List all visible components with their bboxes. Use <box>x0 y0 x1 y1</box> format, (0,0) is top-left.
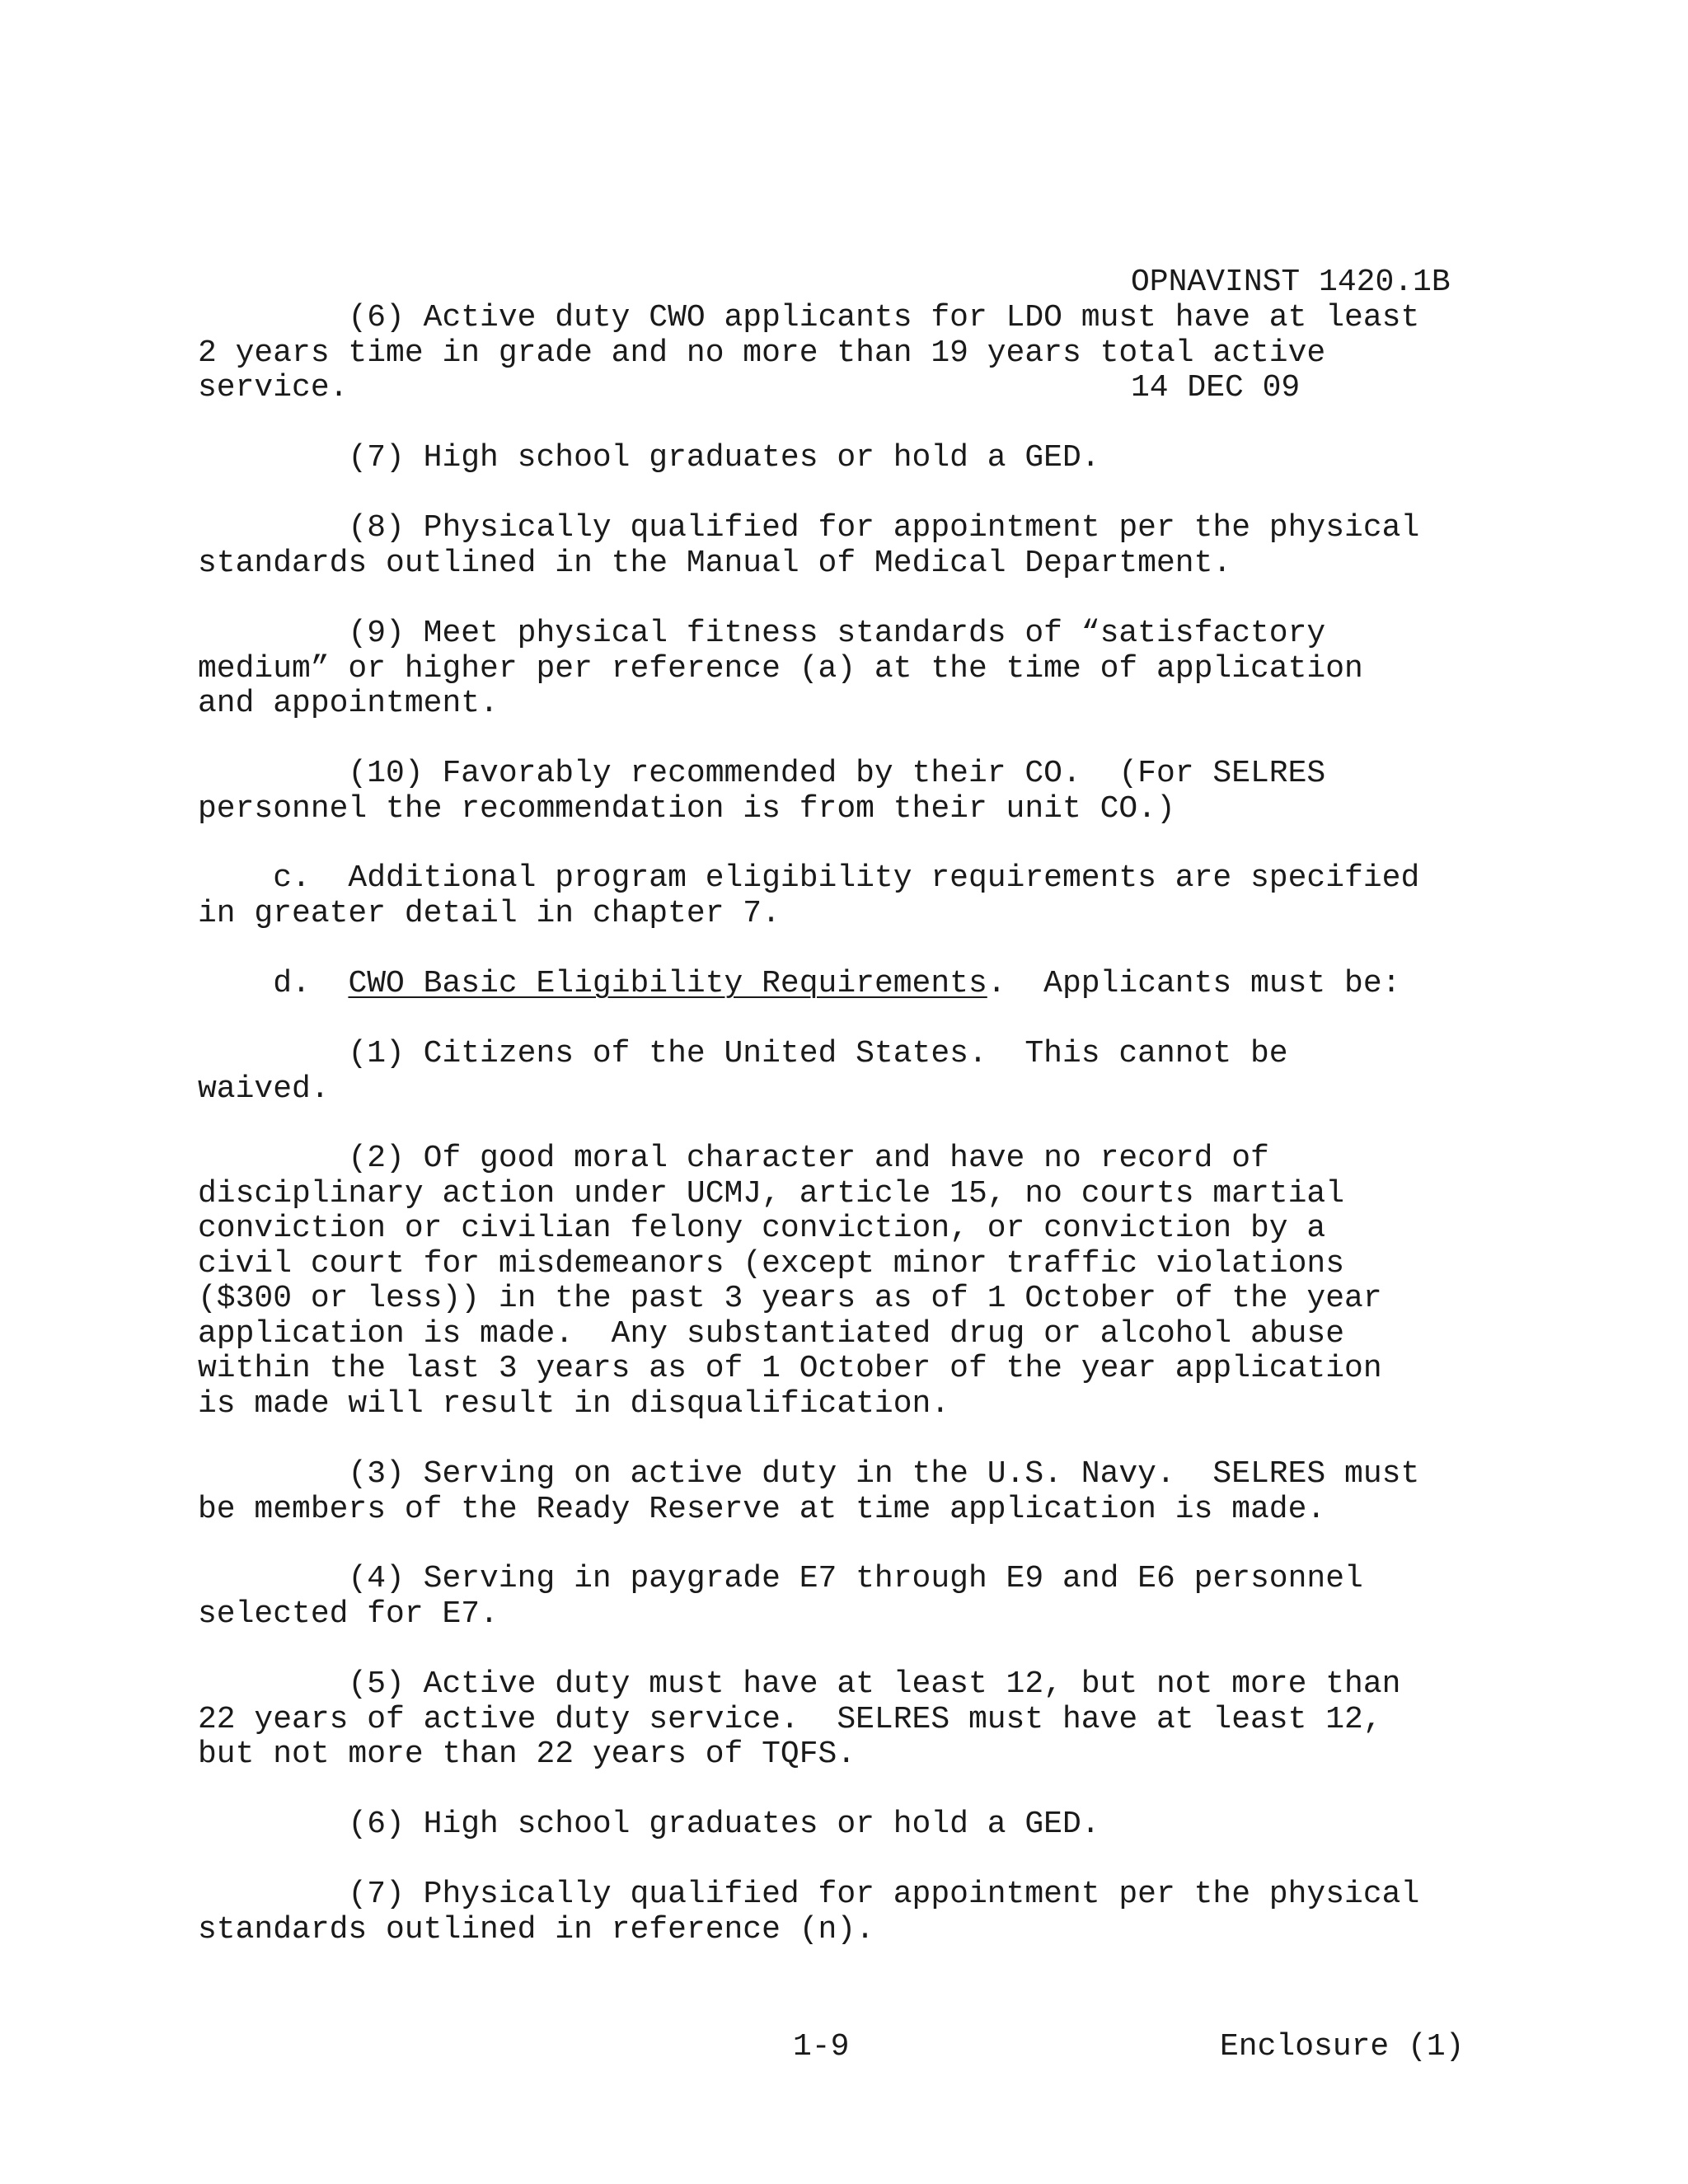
paragraph-cwo-6: (6) High school graduates or hold a GED. <box>198 1807 1100 1842</box>
paragraph-ldo-6: (6) Active duty CWO applicants for LDO must have at least 2 years time in grade and no more than 19 years total active service. <box>198 300 1420 405</box>
enclosure-label: Enclosure (1) <box>1220 2029 1465 2064</box>
document-date: 14 DEC 09 <box>1131 369 1301 405</box>
page-number: 1-9 <box>793 2029 850 2064</box>
paragraph-cwo-2: (2) Of good moral character and have no record of disciplinary action under UCMJ, article 15, no courts martial conviction or civilian felony conviction, or conviction by a civil court for misdemeanors (except minor traffic violations ($300 or less)) in the past 3 years as of 1 October of the year application is made. Any substantiated drug or alcohol abuse within the last 3 years as of 1 October of the year application is made will result in disqualification. <box>198 1141 1382 1422</box>
paragraph-ldo-9: (9) Meet physical fitness standards of “satisfactory medium” or higher per reference (a) at the time of application and appointment. <box>198 616 1363 721</box>
paragraph-cwo-1: (1) Citizens of the United States. This cannot be waived. <box>198 1036 1288 1107</box>
paragraph-cwo-5: (5) Active duty must have at least 12, but not more than 22 years of active duty service. SELRES must have at least 12, but not more than 22 years of TQFS. <box>198 1666 1401 1772</box>
paragraph-cwo-4: (4) Serving in paygrade E7 through E9 and E6 personnel selected for E7. <box>198 1561 1363 1632</box>
paragraph-cwo-3: (3) Serving on active duty in the U.S. Navy. SELRES must be members of the Ready Reserve at time application is made. <box>198 1456 1420 1527</box>
paragraph-d-prefix: d. <box>198 966 349 1001</box>
paragraph-cwo-7: (7) Physically qualified for appointment per the physical standards outlined in reference (n). <box>198 1877 1420 1947</box>
cwo-eligibility-heading: CWO Basic Eligibility Requirements <box>348 966 987 1001</box>
paragraph-d-suffix: . Applicants must be: <box>987 966 1401 1001</box>
instruction-number: OPNAVINST 1420.1B <box>1131 265 1451 300</box>
paragraph-d <box>198 967 1400 1002</box>
paragraph-ldo-8: (8) Physically qualified for appointment per the physical standards outlined in the Manual of Medical Department. <box>198 510 1420 581</box>
paragraph-c: c. Additional program eligibility requirements are specified in greater detail in chapter 7. <box>198 860 1420 931</box>
paragraph-ldo-10: (10) Favorably recommended by their CO. (For SELRES personnel the recommendation is from their unit CO.) <box>198 756 1326 827</box>
paragraph-ldo-7: (7) High school graduates or hold a GED. <box>198 440 1100 476</box>
